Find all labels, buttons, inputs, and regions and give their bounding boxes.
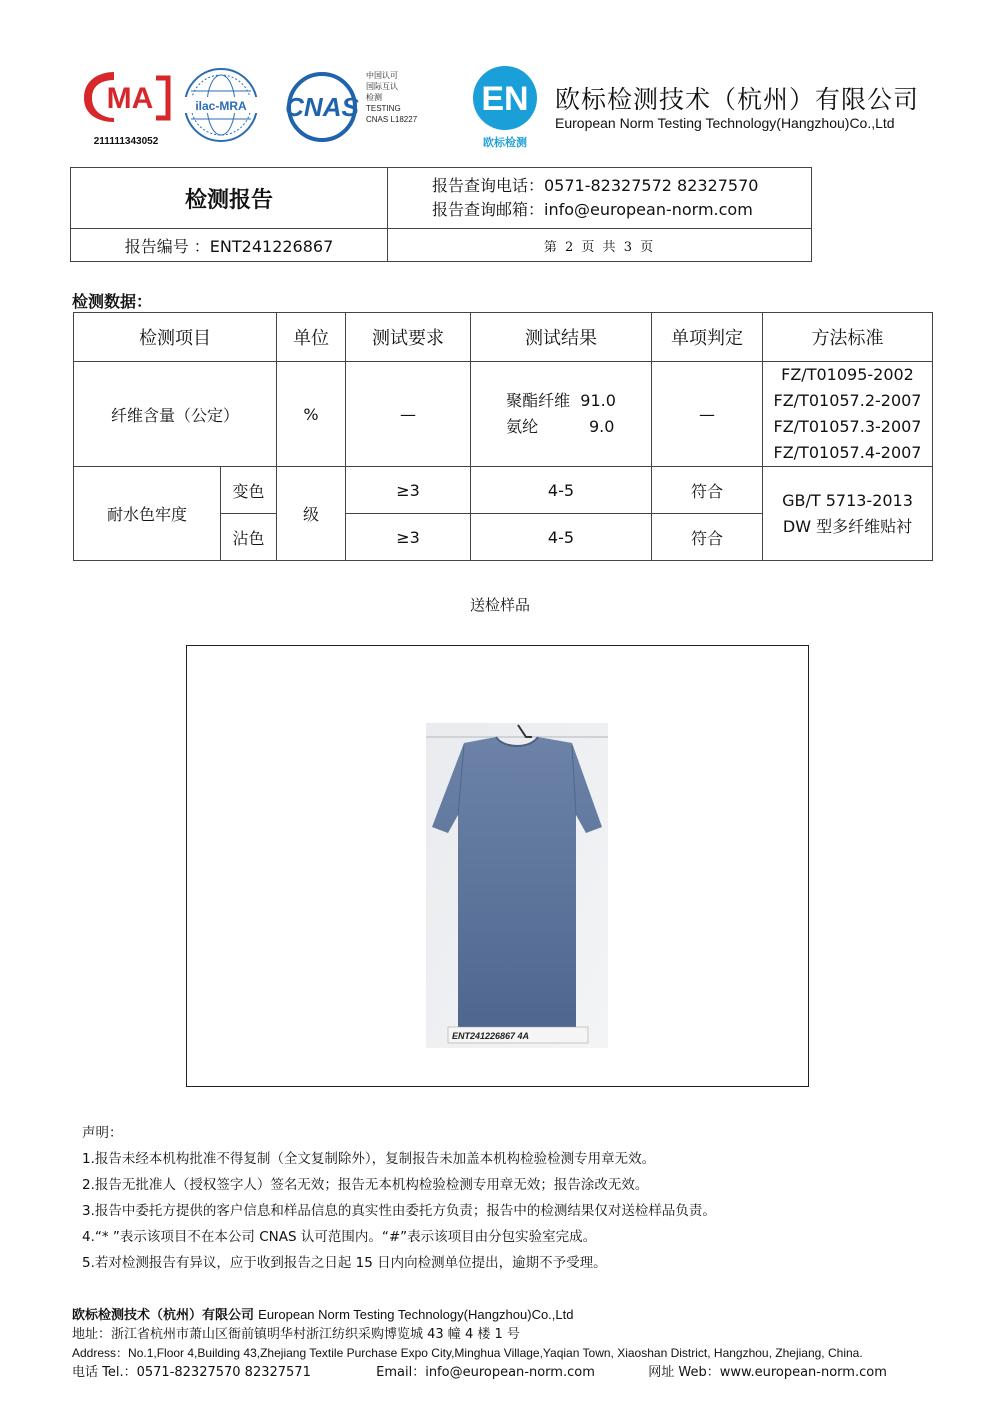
cnas-text: CNAS [285, 92, 359, 122]
fiber-result-polyester: 聚酯纤维 91.0 [506, 391, 616, 410]
contact-cell [388, 168, 812, 229]
table-header-row [74, 313, 933, 362]
sample-photo [426, 723, 608, 1048]
footer-company-cn: 欧标检测技术（杭州）有限公司 [72, 1308, 255, 1323]
fiber-requirement: — [346, 362, 471, 467]
header-item: 检测项目 [74, 313, 277, 362]
fiber-standard: FZ/T01095-2002 [781, 365, 914, 384]
cnas-line: 中国认可 [366, 71, 398, 80]
sample-tag: ENT241226867 4A [452, 1031, 530, 1041]
section-title: 检测数据： [72, 292, 153, 311]
fiber-standard: FZ/T01057.3-2007 [773, 417, 922, 436]
cnas-emblem-icon [274, 72, 370, 142]
company-name-en: European Norm Testing Technology(Hangzhou)Co.,Ltd [555, 115, 895, 131]
footer [72, 1305, 952, 1382]
footer-address-en: Address：No.1,Floor 4,Building 43,Zhejiang Textile Purchase Expo City,Minghua Village,Yaqian Town, Xiaoshan District, Hangzhou, Zhejiang, China. [72, 1346, 863, 1360]
fiber-unit: % [277, 362, 346, 467]
water-unit: 级 [277, 467, 346, 561]
statement-item: 5.若对检测报告有异议，应于收到报告之日起 15 日内向检测单位提出，逾期不予受理。 [82, 1255, 607, 1271]
header-judgement: 单项判定 [652, 313, 763, 362]
fiber-judgement: — [652, 362, 763, 467]
cma-text: MA [106, 82, 154, 115]
water-requirement: ≥3 [346, 514, 471, 561]
fiber-standard: FZ/T01057.2-2007 [773, 391, 922, 410]
en-logo [470, 64, 540, 150]
cnas-line: 检测 [366, 93, 382, 102]
fiber-standard: FZ/T01057.4-2007 [773, 443, 922, 462]
ilac-logo [182, 66, 260, 144]
company-name-cn: 欧标检测技术（杭州）有限公司 [555, 85, 920, 114]
contact-email: 报告查询邮箱：info@european-norm.com [432, 200, 753, 219]
en-emblem-icon [470, 64, 540, 132]
ilac-text: ilac-MRA [195, 99, 247, 113]
fiber-standards [763, 362, 933, 467]
water-sub-item: 沾色 [221, 514, 277, 561]
fiber-result-spandex: 氨纶 9.0 [506, 417, 615, 436]
footer-contact [72, 1363, 952, 1382]
cma-seal-icon [80, 68, 172, 126]
table-row [74, 467, 933, 514]
footer-company [72, 1305, 952, 1325]
water-sub-item: 变色 [221, 467, 277, 514]
cnas-side-text [366, 70, 436, 125]
footer-address-cn: 地址：浙江省杭州市萧山区衙前镇明华村浙江纺织采购博览城 43 幢 4 楼 1 号 [72, 1327, 520, 1342]
water-requirement: ≥3 [346, 467, 471, 514]
cma-number: 211111343052 [93, 136, 159, 147]
fiber-result [471, 362, 652, 467]
statement-item: 2.报告无批准人（授权签字人）签名无效；报告无本机构检验检测专用章无效；报告涂改无效。 [82, 1177, 649, 1193]
cma-logo [80, 68, 172, 148]
water-result: 4-5 [471, 514, 652, 561]
header-standard: 方法标准 [763, 313, 933, 362]
footer-email: Email：info@european-norm.com [376, 1365, 595, 1380]
water-item: 耐水色牢度 [74, 467, 221, 561]
footer-company-en: European Norm Testing Technology(Hangzhou)Co.,Ltd [258, 1307, 574, 1322]
header-result: 测试结果 [471, 313, 652, 362]
sample-caption: 送检样品 [469, 596, 530, 614]
ilac-globe-icon [182, 66, 260, 144]
water-standard [763, 467, 933, 561]
header-requirement: 测试要求 [346, 313, 471, 362]
header-unit: 单位 [277, 313, 346, 362]
statement-title: 声明： [82, 1125, 123, 1141]
footer-tel: 电话 Tel.：0571-82327570 82327571 [72, 1365, 311, 1380]
contact-phone: 报告查询电话：0571-82327572 82327570 [432, 176, 759, 195]
report-header-table [70, 167, 812, 262]
sample-photo-frame [186, 645, 809, 1087]
water-result: 4-5 [471, 467, 652, 514]
cnas-line: TESTING [366, 104, 401, 113]
cnas-line: 国际互认 [366, 82, 398, 91]
cnas-line: CNAS L18227 [366, 115, 418, 124]
water-judgement: 符合 [652, 467, 763, 514]
water-standard-code: GB/T 5713-2013 [782, 490, 913, 510]
fiber-item: 纤维含量（公定） [74, 362, 277, 467]
statement-item: 1.报告未经本机构批准不得复制（全文复制除外），复制报告未加盖本机构检验检测专用章无效。 [82, 1151, 656, 1167]
test-data-table [73, 312, 933, 561]
footer-web: 网址 Web：www.european-norm.com [648, 1365, 887, 1380]
cnas-logo [274, 72, 370, 142]
table-row [74, 362, 933, 467]
report-number: 报告编号 ：ENT241226867 [71, 229, 388, 262]
logo-row [70, 60, 940, 155]
water-standard-note: DW 型多纤维贴衬 [782, 516, 913, 536]
water-judgement: 符合 [652, 514, 763, 561]
statement [82, 1120, 942, 1276]
en-logo-text: EN [481, 80, 529, 118]
en-caption: 欧标检测 [483, 136, 527, 149]
report-title: 检测报告 [71, 168, 388, 229]
tshirt-image [426, 723, 608, 1048]
page-number: 第 2 页 共 3 页 [388, 229, 812, 262]
statement-item: 4.“* ”表示该项目不在本公司 CNAS 认可范围内。“#”表示该项目由分包实验室完成。 [82, 1229, 597, 1245]
statement-item: 3.报告中委托方提供的客户信息和样品信息的真实性由委托方负责；报告中的检测结果仅对送检样品负责。 [82, 1203, 716, 1219]
